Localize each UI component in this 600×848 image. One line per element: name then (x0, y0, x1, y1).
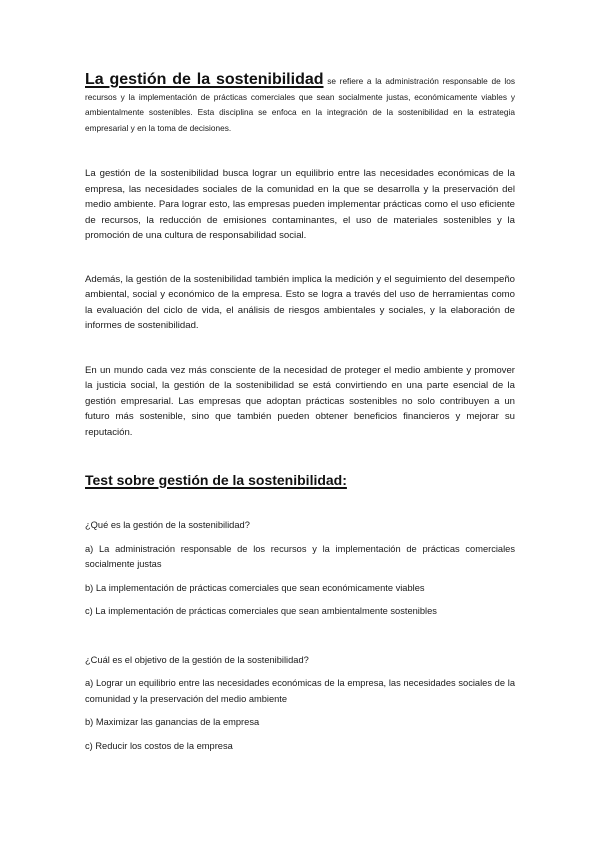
paragraph-conclusion: En un mundo cada vez más consciente de la necesidad de proteger el medio ambiente y promover la justicia social, la gestión de la sostenibilidad se está convirtiendo en una parte esencial de la gestión empresarial. Las empresas que adoptan prácticas sostenibles no solo contribuyen a un futuro más sostenible, sino que también pueden obtener beneficios financieros y mejorar su reputación. (85, 364, 515, 438)
answer-option-c: c) La implementación de prácticas comerciales que sean ambientalmente sostenibles (85, 606, 437, 616)
question-block-1 (85, 518, 515, 620)
intro-text: se refiere a la administración responsable de los recursos y la implementación de prácticas comerciales que sean socialmente justas, económicamente viables y ambientalmente sostenibles. Esta disciplina se enfoca en la integración de la sostenibilidad en la estrategia empresarial y en la toma de decisiones. (85, 76, 515, 133)
question-text: ¿Qué es la gestión de la sostenibilidad? (85, 520, 250, 530)
answer-option-b: b) Maximizar las ganancias de la empresa (85, 717, 260, 727)
question-text: ¿Cuál es el objetivo de la gestión de la sostenibilidad? (85, 654, 309, 665)
question-block-2 (85, 653, 515, 755)
document-page (85, 72, 515, 754)
answer-option-a: a) Lograr un equilibrio entre las necesidades económicas de la empresa, las necesidades sociales de la comunidad y la preservación del medio ambiente (85, 678, 515, 704)
answer-option-a: a) La administración responsable de los recursos y la implementación de prácticas comerciales socialmente justas (85, 543, 515, 569)
intro-paragraph (85, 72, 515, 136)
paragraph-balance: La gestión de la sostenibilidad busca lograr un equilibrio entre las necesidades económicas de la empresa, las necesidades sociales de la comunidad en la que se desarrolla y la preservación del medio ambiente. Para lograr esto, las empresas pueden implementar prácticas como el uso eficiente de recursos, la reducción de emisiones contaminantes, el uso de materiales sostenibles y la promoción de una cultura de responsabilidad social. (85, 168, 515, 241)
test-section-title: Test sobre gestión de la sostenibilidad: (85, 472, 347, 488)
paragraph-measurement: Además, la gestión de la sostenibilidad también implica la medición y el seguimiento del desempeño ambiental, social y económico de la empresa. Esto se logra a través del uso de herramientas como la evaluación del ciclo de vida, el análisis de riesgos ambientales y sociales, y la elaboración de informes de sostenibilidad. (85, 273, 515, 331)
answer-option-c: c) Reducir los costos de la empresa (85, 740, 233, 751)
answer-option-b: b) La implementación de prácticas comerciales que sean económicamente viables (85, 582, 425, 593)
document-title: La gestión de la sostenibilidad (85, 71, 324, 88)
